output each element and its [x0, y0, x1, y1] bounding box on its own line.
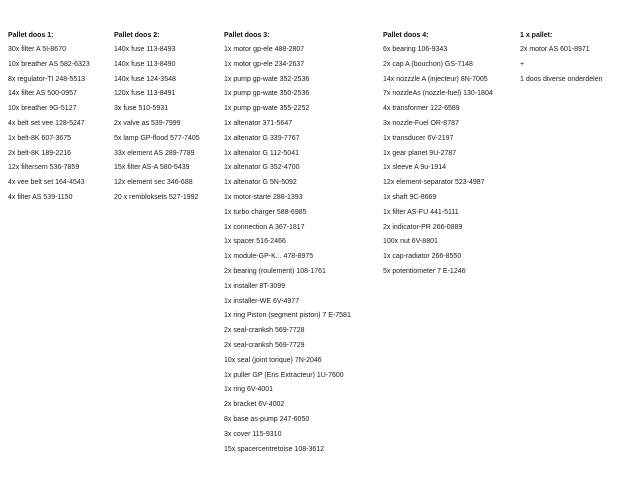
- list-item: 8x base as-pump 247-6050: [224, 415, 310, 423]
- list-item: 1x altenator G 339-7767: [224, 134, 300, 142]
- list-item: 3x fuse 510-5931: [114, 105, 169, 113]
- column-title: Pallet doos 3:: [224, 32, 270, 39]
- list-item: 2x seal-cranksh 569-7729: [224, 341, 305, 349]
- list-item: 1x sleeve A 9u-1914: [383, 164, 447, 172]
- list-item: 33x element AS 289-7789: [114, 149, 195, 157]
- column-title: Pallet doos 2:: [114, 32, 160, 39]
- list-item: 15x spacercentretoise 108-3612: [224, 445, 325, 453]
- list-item: 1 doos diverse onderdelen: [520, 75, 603, 83]
- list-item: 15x filter AS-A 580-5439: [114, 164, 190, 172]
- list-item: 3x cover 115-9310: [224, 430, 282, 438]
- list-item: 6x bearing 106-9343: [383, 46, 448, 53]
- list-item: 1x installer-WE 6V-4977: [224, 297, 300, 305]
- list-item: 1x motor gp-ele 488-2807: [224, 46, 305, 53]
- list-item: 1x motor-starte 288-1393: [224, 193, 303, 201]
- list-item: 1x connection A 367-1817: [224, 223, 305, 231]
- column-title: 1 x pallet:: [520, 32, 553, 39]
- list-item: 2x valve as 539-7999: [114, 119, 181, 127]
- list-item: 1x cap-radiator 266-8550: [383, 253, 462, 261]
- list-item: 20 x rembloksets 527-1992: [114, 193, 199, 201]
- list-item: 1x transducer 6V-2197: [383, 134, 454, 142]
- list-item: 14x nozzzle A (injecteur) 8N-7005: [383, 75, 488, 83]
- list-item: 2x motor AS 601-8971: [520, 46, 590, 53]
- list-item: 2x seal-cranksh 569-7728: [224, 327, 305, 335]
- list-item: 2x bearing (roulement) 108-1761: [224, 267, 326, 275]
- column-pallet-doos-2: [114, 31, 200, 208]
- list-item: 30x filter A 5I-8670: [8, 46, 66, 53]
- list-item: 1x pump gp-wate 350-2536: [224, 90, 310, 98]
- column-pallet-doos-3: [224, 31, 351, 459]
- list-item: 1x installer 8T-3099: [224, 282, 286, 290]
- list-item: 4x vee belt set 164-4543: [8, 179, 85, 187]
- list-item: 120x fuse 113-8491: [114, 90, 176, 98]
- list-item: 2x bracket 6V-4002: [224, 401, 285, 409]
- list-item: 7x nozzleAs (nozzle-fuel) 130-1804: [383, 90, 493, 98]
- list-item: 1x altenator G 112-5041: [224, 149, 299, 157]
- list-item: 1x puller GP (Ens Extracteur) 1U-7600: [224, 371, 344, 379]
- list-item: 5x potentiometer 7 E-1246: [383, 267, 466, 275]
- list-item: 1x belt-8K 607-3675: [8, 134, 72, 142]
- list-item: 4x belt set vee 128-5247: [8, 119, 85, 127]
- list-item: 3x nozzle-Fuel OR-8787: [383, 119, 459, 127]
- list-item: 1x altenator 371-5647: [224, 119, 293, 127]
- list-item: 1x gear planet 9U-2787: [383, 149, 457, 157]
- list-item: 1x ring Piston (segment piston) 7 E-7581: [224, 312, 351, 320]
- list-item: 1x pump gp-wate 352-2536: [224, 75, 310, 83]
- list-item: 100x nut 6V-8801: [383, 238, 438, 246]
- list-item: 1x filter AS-FU 441-5111: [383, 208, 459, 216]
- column-title: Pallet doos 1:: [8, 32, 54, 39]
- list-item: 2x cap A (bouchon) GS-7148: [383, 60, 473, 68]
- list-item: 10x seal (joint torique) 7N-2046: [224, 356, 322, 364]
- list-item: 4x filter AS 539-1150: [8, 193, 73, 201]
- list-item: 1x module-GP-K... 478-8975: [224, 253, 314, 261]
- list-item: 5x lamp GP-flood 577-7405: [114, 134, 200, 142]
- column-pallet-doos-4: [383, 31, 493, 282]
- column-1x-pallet: [520, 31, 603, 89]
- list-item: 1x ring 6V-4001: [224, 386, 274, 394]
- list-item: 1x motor gp-ele 234-2637: [224, 60, 305, 68]
- list-item: +: [520, 60, 525, 68]
- list-item: 4x transformer 122-6589: [383, 105, 460, 113]
- list-item: 12x element-separator 523-4987: [383, 179, 485, 187]
- list-item: 1x spacer 516-2466: [224, 238, 286, 246]
- list-item: 12x filtersem 536-7859: [8, 164, 80, 172]
- list-item: 2x belt-8K 189-2216: [8, 149, 72, 157]
- list-item: 140x fuse 113-8490: [114, 60, 176, 68]
- list-item: 1x altenator G 5N-5092: [224, 179, 297, 187]
- list-item: 12x element sec 346-688: [114, 179, 193, 187]
- list-item: 140x fuse 113-8493: [114, 46, 176, 53]
- list-item: 10x breather 9G-5127: [8, 105, 77, 113]
- list-item: 2x indicator-PR 266-0889: [383, 223, 463, 231]
- column-title: Pallet doos 4:: [383, 32, 429, 39]
- list-item: 1x pump gp-wate 355-2252: [224, 105, 310, 113]
- list-item: 1x shaft 9C-8669: [383, 193, 437, 201]
- list-item: 14x filter AS 500-0957: [8, 90, 77, 98]
- column-pallet-doos-1: [8, 31, 90, 208]
- list-item: 8x regulator-TI 248-5513: [8, 75, 86, 83]
- list-item: 140x fuse 124-3548: [114, 75, 176, 83]
- list-item: 10x breather AS 582-6323: [8, 60, 90, 68]
- list-item: 1x turbo charger 588-6985: [224, 208, 307, 216]
- list-item: 1x altenator G 352-4700: [224, 164, 300, 172]
